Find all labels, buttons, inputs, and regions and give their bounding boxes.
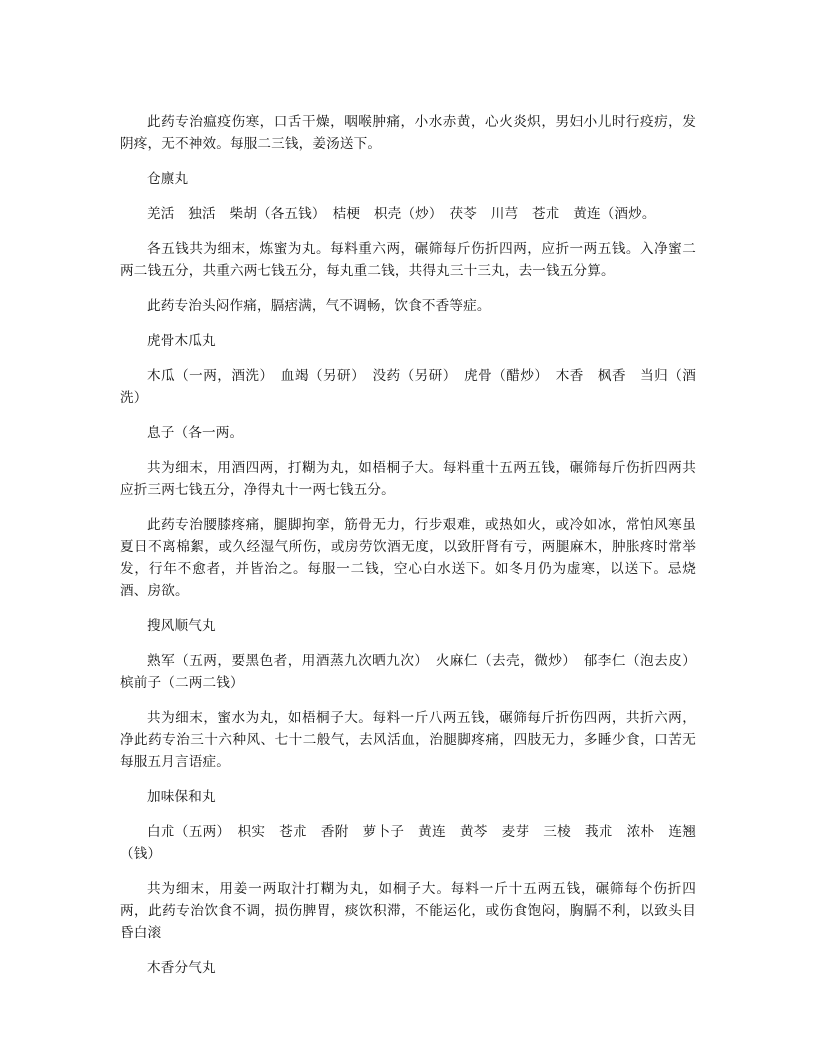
preparation-hugu-mugua-wan: 共为细末，用酒四两，打糊为丸，如梧桐子大。每料重十五两五钱，碾筛每斤伤折四两共应折三两七钱五分，净得丸十一两七钱五分。 [120,460,696,498]
ingredients-hugu-mugua-wan: 木瓜（一两，酒洗） 血竭（另研） 没药（另研） 虎骨（醋炒） 木香 枫香 当归（酒洗） [120,368,696,406]
indication-canglin-wan: 此药专治头闷作痛，膈痞满，气不调畅，饮食不香等症。 [147,298,491,314]
heading-hugu-mugua-wan: 虎骨木瓜丸 [147,333,216,349]
preparation-jiawei-baohe-wan: 共为细末，用姜一两取汁打糊为丸，如桐子大。每料一斤十五两五钱，碾筛每个伤折四两，此药专治饮食不调，损伤脾胃，痰饮积滞，不能运化，或伤食饱闷，胸膈不利，以致头目昏白滚 [120,881,696,941]
ingredients-hugu-mugua-wan-cont: 息子（各一两。 [147,425,244,441]
document-page [120,111,696,992]
ingredients-canglin-wan: 羌活 独活 柴胡（各五钱） 桔梗 枳壳（炒） 茯苓 川芎 苍朮 黄连（酒炒。 [147,206,656,222]
heading-jiawei-baohe-wan: 加味保和丸 [147,789,216,805]
heading-soufeng-shunqi-wan: 搜风顺气丸 [147,618,216,634]
heading-canglin-wan: 仓廪丸 [147,171,189,187]
indication-hugu-mugua-wan: 此药专治腰膝疼痛，腿脚拘挛，筋骨无力，行步艰难，或热如火，或冷如冰，常怕风寒虽夏日不离棉絮，或久经湿气所伤，或房劳饮酒无度，以致肝肾有亏，两腿麻木，肿胀疼时常举发，行年不愈者，并皆治之。每服一二钱，空心白水送下。如冬月仍为虚寒，以送下。忌烧酒、房欲。 [120,517,696,599]
ingredients-jiawei-baohe-wan: 白朮（五两） 枳实 苍朮 香附 萝卜子 黄连 黄芩 麦芽 三棱 莪朮 浓朴 连翘（钱） [120,824,696,862]
paragraph-wenyi-treatment: 此药专治瘟疫伤寒，口舌干燥，咽喉肿痛，小水赤黄，心火炎炽，男妇小儿时行疫疠，发阴疼，无不神效。每服二三钱，姜汤送下。 [120,114,696,152]
preparation-soufeng-shunqi-wan: 共为细末，蜜水为丸，如梧桐子大。每料一斤八两五钱，碾筛每斤折伤四两，共折六两，净此药专治三十六种风、七十二般气，去风活血，治腿脚疼痛，四肢无力，多睡少食，口苦无每服五月言语症。 [120,710,696,770]
ingredients-soufeng-shunqi-wan: 熟军（五两，要黑色者，用酒蒸九次晒九次） 火麻仁（去壳，微炒） 郁李仁（泡去皮）槟前子（二两二钱） [120,653,696,691]
heading-muxiang-fenqi-wan: 木香分气丸 [147,960,216,976]
preparation-canglin-wan: 各五钱共为细末，炼蜜为丸。每料重六两，碾筛每斤伤折四两，应折一两五钱。入净蜜二两二钱五分，共重六两七钱五分，每丸重二钱，共得丸三十三丸，去一钱五分算。 [120,241,696,279]
